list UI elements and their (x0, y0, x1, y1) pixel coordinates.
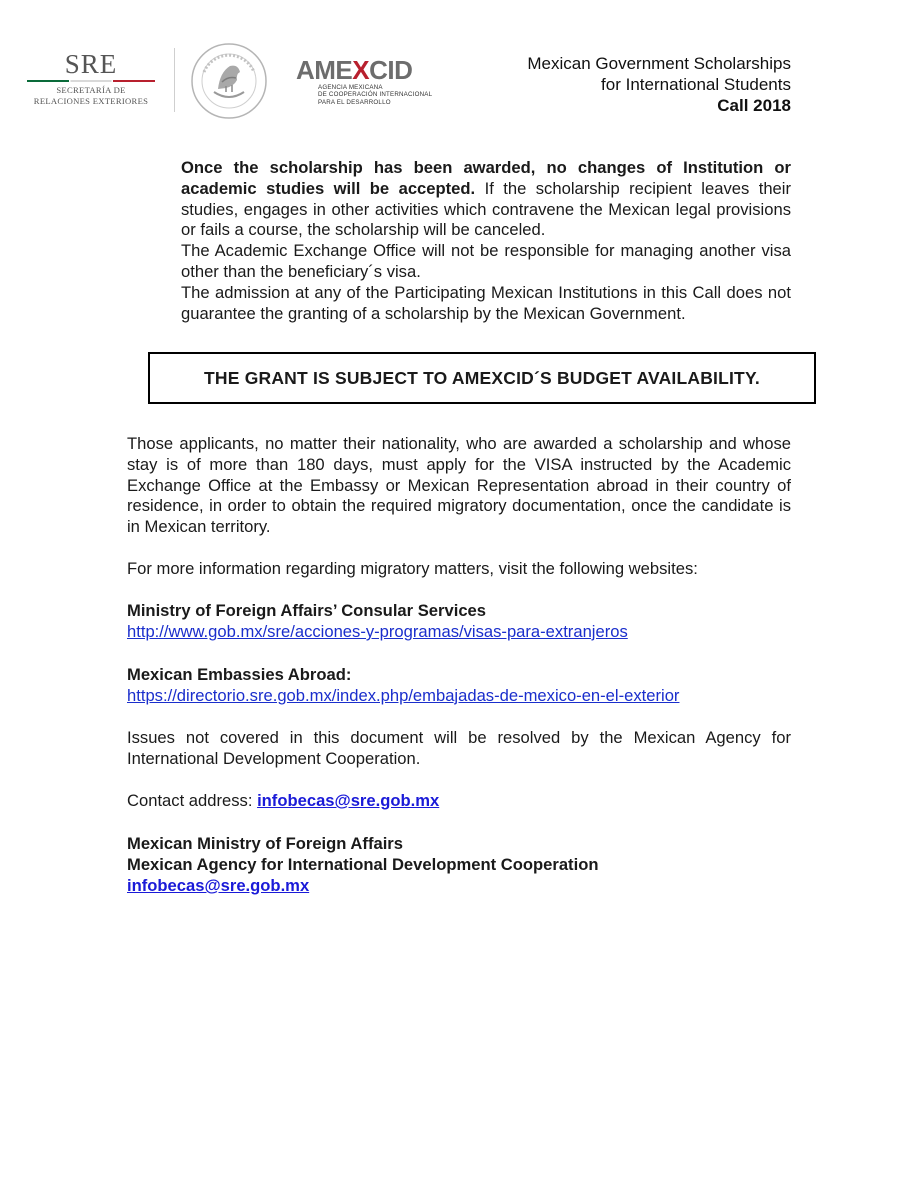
embassies-abroad-link[interactable]: https://directorio.sre.gob.mx/index.php/embajadas-de-mexico-en-el-exterior (127, 686, 680, 705)
cancellation-text: If the scholarship recipient leaves their studies, engages in other activities which contravene the Mexican legal provisions or fails a course, the scholarship will be canceled. (181, 178, 791, 240)
issues-paragraph: Issues not covered in this document will be resolved by the Mexican Agency for International Development Cooperation. (127, 728, 791, 768)
more-info-text: For more information regarding migratory matters, visit the following websites: (127, 559, 698, 578)
amexcid-sub1: AGENCIA MEXICANA (318, 84, 383, 91)
signature-ministry: Mexican Ministry of Foreign Affairs (127, 834, 403, 853)
budget-notice-text: THE GRANT IS SUBJECT TO AMEXCID´S BUDGET AVAILABILITY. (204, 367, 760, 388)
amexcid-logo (296, 56, 432, 106)
document-title (527, 53, 791, 116)
consular-services-link[interactable]: http://www.gob.mx/sre/acciones-y-programas/visas-para-extranjeros (127, 622, 628, 641)
signature-agency: Mexican Agency for International Development Cooperation (127, 855, 599, 874)
embassies-link-wrap (127, 686, 791, 707)
amexcid-sub2: DE COOPERACIÓN INTERNACIONAL (318, 91, 433, 99)
budget-notice-box (148, 352, 816, 404)
signature-email-wrap (127, 876, 791, 897)
mexican-coat-of-arms-icon (190, 42, 268, 120)
sre-logo (24, 50, 158, 107)
embassies-heading: Mexican Embassies Abroad: (127, 665, 352, 684)
contact-line (127, 791, 791, 812)
signature-email-link[interactable]: infobecas@sre.gob.mx (127, 876, 310, 895)
consular-link-wrap (127, 622, 791, 643)
title-call-year: Call 2018 (717, 96, 791, 115)
sre-abbrev: SRE (64, 49, 118, 79)
logo-divider (174, 48, 175, 112)
contact-email-link[interactable]: infobecas@sre.gob.mx (257, 791, 440, 810)
amexcid-sub3: PARA EL DESARROLLO (318, 98, 391, 106)
sre-flag-line (27, 80, 155, 82)
no-changes-bold: Once the scholarship has been awarded, no changes of Institution or academic studies will be accepted. (181, 158, 791, 198)
title-line1: Mexican Government Scholarships (527, 54, 791, 73)
amexcid-x: X (352, 55, 370, 85)
contact-label: Contact address: (127, 791, 258, 810)
scholarship-change-rule (181, 158, 791, 241)
sre-name-line2: RELACIONES EXTERIORES (33, 96, 149, 106)
admission-note: The admission at any of the Participating Mexican Institutions in this Call does not guarantee the granting of a scholarship by the Mexican Government. (181, 282, 791, 323)
amexcid-prefix: AME (296, 55, 353, 85)
visa-paragraph: Those applicants, no matter their nationality, who are awarded a scholarship and whose stay is of more than 180 days, must apply for the VISA instructed by the Academic Exchange Office at the Embassy or Mexican Representation abroad in their country of residence, in order to obtain the required migratory documentation, once the candidate is in Mexican territory. (127, 434, 791, 537)
amexcid-wordmark (296, 56, 432, 84)
visa-note: The Academic Exchange Office will not be responsible for managing another visa other than the beneficiary´s visa. (181, 241, 791, 281)
consular-heading: Ministry of Foreign Affairs’ Consular Services (127, 601, 487, 620)
title-line2: for International Students (601, 75, 791, 94)
intro-block (181, 158, 791, 324)
amexcid-suffix: CID (369, 55, 413, 85)
sre-name-line1: SECRETARÍA DE (56, 85, 126, 95)
